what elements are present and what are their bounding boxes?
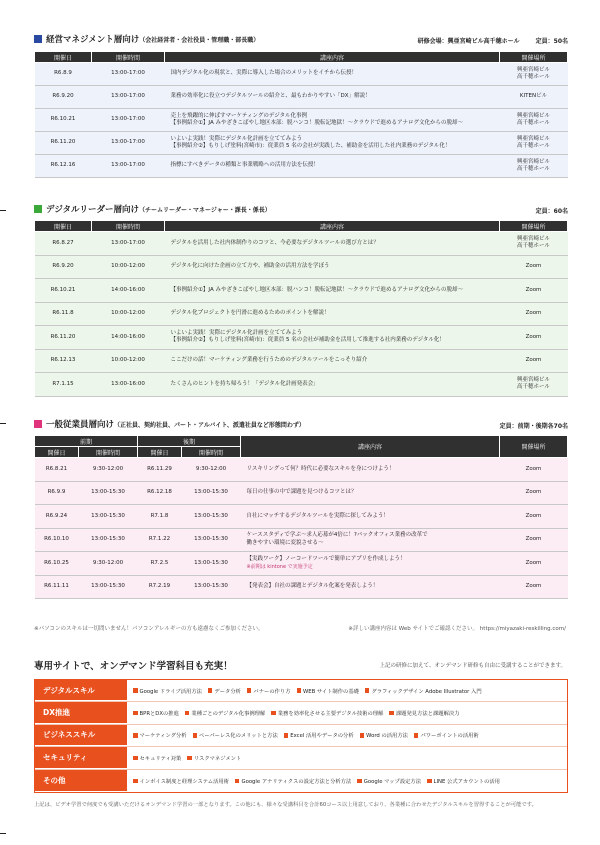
time-cell: 13:00-17:00	[92, 109, 165, 132]
date-header: 開催日	[35, 221, 92, 232]
bullet-icon	[389, 711, 394, 716]
ondemand-item	[297, 687, 359, 695]
bullet-icon	[271, 711, 276, 716]
section-title: デジタルリーダー層向け	[46, 205, 139, 215]
ondemand-item	[414, 731, 479, 739]
date-cell: R6.9.20	[35, 255, 92, 279]
date-cell: R6.10.21	[35, 279, 92, 303]
ondemand-row	[35, 680, 567, 702]
ondemand-item	[133, 709, 179, 717]
ondemand-item	[133, 687, 202, 695]
date-cell: R7.1.15	[35, 373, 92, 397]
content-note: ※前期は kintone で実施予定	[246, 563, 313, 570]
ondemand-item-text: WEB サイト制作の基礎	[303, 688, 359, 695]
date-cell: R6.9.20	[35, 86, 92, 109]
ondemand-item-text: BPRとDXの推進	[139, 711, 179, 718]
place-cell: Zoom	[500, 528, 568, 552]
section-square-marker	[34, 35, 42, 43]
table-header-row	[35, 52, 568, 63]
ondemand-item-text: LINE 公式アカウントの活用	[433, 778, 500, 785]
second-term-time-cell: 13:00-15:30	[182, 575, 241, 599]
bullet-icon	[414, 733, 419, 738]
capacity-text: 定員：50名	[535, 38, 568, 45]
content-cell	[241, 481, 500, 505]
ondemand-category-label: セキュリティ	[35, 747, 127, 768]
place-cell: Zoom	[500, 505, 568, 529]
section-square-marker	[34, 205, 42, 213]
date-header: 開催日	[35, 447, 79, 458]
venue-text: 研修会場：興亜宮崎ビル高千穂ホール	[417, 38, 520, 45]
content-cell: ここだけの話！マーケティング業務を行うためのデジタルツールをこっそり紹介	[165, 349, 500, 373]
content-cell	[241, 505, 500, 529]
pc-skill-note: ※パソコンのスキルは一切問いません！パソコンアレルギーの方も遠慮なくご参加ください。	[34, 626, 264, 632]
ondemand-item-text: セキュリティ対策	[139, 755, 182, 762]
ondemand-category-label: DX推進	[35, 702, 127, 723]
second-term-header: 後期	[138, 436, 241, 447]
ondemand-row	[35, 770, 567, 792]
time-header: 開催時間	[79, 447, 138, 458]
table-row	[35, 349, 568, 373]
date-cell: R6.11.20	[35, 132, 92, 155]
table-row	[35, 109, 568, 132]
date-cell: R6.12.16	[35, 155, 92, 178]
general-schedule-table	[34, 435, 568, 599]
time-cell: 10:00-12:00	[92, 302, 165, 326]
date-cell: R6.12.13	[35, 349, 92, 373]
ondemand-item-text: データ分析	[214, 688, 241, 695]
ondemand-title: 専用サイトで、オンデマンド学習科目も充実！	[34, 661, 233, 672]
table-row	[35, 481, 568, 505]
bullet-icon	[187, 756, 192, 761]
ondemand-items	[127, 680, 567, 701]
date-cell: R6.11.8	[35, 302, 92, 326]
ondemand-item	[271, 709, 383, 717]
ondemand-item-text: Google アナリティクスの設定方法と分析方法	[241, 778, 352, 785]
content-text: ケーススタディで学ぶ～求人応募が4倍に！?バックオフィス業務の改革で 働きやすい環境に変貌させる～	[246, 532, 428, 546]
ondemand-item	[389, 709, 459, 717]
section-title: 一般従業員層向け	[46, 420, 115, 430]
place-cell: 興亜宮崎ビル 高千穂ホール	[500, 109, 568, 132]
time-cell: 13:00-16:00	[92, 373, 165, 397]
content-text: 自社にマッチするデジタルツールを実際に探してみよう！	[246, 512, 389, 519]
content-cell: 国内デジタル化の現状と、実際に導入した場合のメリットをイチから伝授！	[165, 63, 500, 86]
ondemand-item	[427, 777, 500, 785]
ondemand-item	[208, 687, 241, 695]
capacity-text: 定員：前期・後期各70名	[499, 423, 568, 430]
time-cell: 13:00-17:00	[92, 232, 165, 256]
time-header: 開催時間	[92, 52, 165, 63]
capacity-text: 定員：60名	[535, 208, 568, 215]
time-cell: 13:00-17:00	[92, 155, 165, 178]
content-header: 講座内容	[241, 436, 500, 458]
second-term-time-cell: 13:00-15:30	[182, 481, 241, 505]
ondemand-item	[133, 731, 187, 739]
bullet-icon	[133, 688, 138, 693]
time-cell: 14:00-16:00	[92, 279, 165, 303]
ondemand-category-label: その他	[35, 770, 127, 792]
section-subtitle: （チームリーダー・マネージャー・課長・係長）	[139, 206, 271, 214]
table-row	[35, 458, 568, 482]
ondemand-item	[357, 777, 421, 785]
second-term-time-cell: 13:00-15:30	[182, 528, 241, 552]
ondemand-item-text: 課題発見方法と課題解決力	[395, 711, 460, 718]
date-header: 開催日	[35, 52, 92, 63]
place-header: 開催場所	[500, 221, 568, 232]
first-term-date-cell: R6.10.25	[35, 552, 79, 576]
table-row	[35, 326, 568, 350]
content-cell: デジタル化に向けた企画の立て方や、補助金の活用方法を学ぼう	[165, 255, 500, 279]
crop-mark	[0, 423, 6, 424]
table-row	[35, 63, 568, 86]
time-header: 開催時間	[92, 221, 165, 232]
table-row	[35, 255, 568, 279]
place-cell: Zoom	[500, 279, 568, 303]
date-cell: R6.8.27	[35, 232, 92, 256]
content-text: 【実践ワーク】ノーコードツールで簡単にアプリを作成しよう！	[246, 556, 406, 563]
ondemand-item	[247, 687, 291, 695]
ondemand-items	[127, 702, 567, 723]
section-management-header	[34, 33, 568, 45]
first-term-time-cell: 9:30-12:00	[79, 552, 138, 576]
content-cell	[241, 528, 500, 552]
ondemand-row	[35, 702, 567, 724]
place-cell: 興亜宮崎ビル 高千穂ホール	[500, 63, 568, 86]
ondemand-item-text: Google ドライブ活用方法	[139, 688, 202, 695]
content-cell	[241, 552, 500, 576]
ondemand-items	[127, 725, 567, 746]
second-term-time-cell: 9:30-12:00	[182, 458, 241, 482]
time-cell: 10:00-12:00	[92, 255, 165, 279]
first-term-date-cell: R6.8.21	[35, 458, 79, 482]
bullet-icon	[427, 779, 432, 784]
ondemand-item-text: パワーポイントの活用術	[420, 733, 479, 740]
table-row	[35, 552, 568, 576]
time-cell: 10:00-12:00	[92, 349, 165, 373]
bullet-icon	[185, 711, 190, 716]
second-term-date-cell: R7.1.8	[138, 505, 182, 529]
table-row	[35, 575, 568, 599]
place-cell: 興亜宮崎ビル 高千穂ホール	[500, 155, 568, 178]
bullet-icon	[360, 733, 365, 738]
ondemand-item-text: マーケティング分析	[139, 733, 187, 740]
place-header: 開催場所	[500, 436, 568, 458]
first-term-date-cell: R6.10.10	[35, 528, 79, 552]
first-term-date-cell: R6.11.11	[35, 575, 79, 599]
place-cell: Zoom	[500, 575, 568, 599]
bullet-icon	[365, 688, 370, 693]
ondemand-row	[35, 725, 567, 747]
content-cell: いよいよ実践！実際にデジタル化計画を立ててみよう 【事例紹介②】もりしげ塗料(宮崎市)：従業員 5 名の会社が実践した、補助金を活用した社内業務のデジタル化！	[165, 132, 500, 155]
bullet-icon	[133, 711, 138, 716]
content-text: リスキリングって何？時代に必要なスキルを身につけよう！	[246, 465, 395, 472]
ondemand-item-text: 業務を効率化させる主要デジタル技術の理解	[277, 711, 384, 718]
ondemand-category-label: デジタルスキル	[35, 680, 127, 701]
first-term-date-cell: R6.9.24	[35, 505, 79, 529]
ondemand-items	[127, 770, 567, 792]
ondemand-item	[185, 709, 265, 717]
ondemand-row	[35, 747, 567, 769]
place-cell: 興亜宮崎ビル 高千穂ホール	[500, 232, 568, 256]
place-cell: Zoom	[500, 255, 568, 279]
table-row	[35, 232, 568, 256]
ondemand-item	[193, 731, 278, 739]
time-cell: 13:00-17:00	[92, 86, 165, 109]
time-cell: 13:00-17:00	[92, 63, 165, 86]
time-cell: 13:00-17:00	[92, 132, 165, 155]
second-term-date-cell: R7.2.5	[138, 552, 182, 576]
leader-schedule-table	[34, 220, 568, 397]
second-term-date-cell: R7.2.19	[138, 575, 182, 599]
content-cell: 売上を飛躍的に伸ばすマーケティングのデジタル化事例 【事例紹介①】JA みやざきこばやし地区本部：脱ハンコ！脱転記地獄！～クラウドで進めるアナログ文化からの脱却～	[165, 109, 500, 132]
content-cell: デジタル化プロジェクトを円滑に進めるためのポイントを解説！	[165, 302, 500, 326]
management-schedule-table	[34, 51, 568, 178]
section-square-marker	[34, 420, 42, 428]
bullet-icon	[133, 756, 138, 761]
ondemand-subject-list	[34, 679, 568, 793]
ondemand-item-text: バナーの作り方	[253, 688, 291, 695]
website-note: ※詳しい講座内容は Web サイトでご確認ください。 https://miyazaki-reskilling.com/	[348, 626, 566, 632]
ondemand-item	[187, 754, 241, 762]
table-header-row	[35, 221, 568, 232]
content-cell	[241, 458, 500, 482]
content-cell	[241, 575, 500, 599]
place-cell: 興亜宮崎ビル 高千穂ホール	[500, 373, 568, 397]
section-subtitle: （正社員、契約社員、パート・アルバイト、派遣社員など形態問わず）	[114, 421, 305, 429]
table-row	[35, 505, 568, 529]
place-cell: Zoom	[500, 302, 568, 326]
table-row	[35, 279, 568, 303]
ondemand-footer-note: 上記は、ビデオ学習で何度でも受講いただけるオンデマンド学習の一部となります。この他にも、様々な受講科目を合計60コース以上用意しており、各業種に合わせたデジタルスキルを習得することが可能です。	[34, 802, 537, 808]
ondemand-item-text: リスクマネジメント	[193, 755, 242, 762]
first-term-time-cell: 13:00-15:30	[79, 481, 138, 505]
ondemand-item-text: Google マップ設定方法	[363, 778, 422, 785]
table-row	[35, 302, 568, 326]
crop-mark	[0, 210, 6, 211]
ondemand-items	[127, 747, 567, 768]
bullet-icon	[133, 733, 138, 738]
section-subtitle: （会社経営者・会社役員・管理職・部長職）	[139, 36, 260, 44]
date-cell: R6.11.20	[35, 326, 92, 350]
table-row	[35, 528, 568, 552]
table-row	[35, 373, 568, 397]
table-row	[35, 132, 568, 155]
date-header: 開催日	[138, 447, 182, 458]
content-cell: たくさんのヒントを持ち帰ろう！「デジタル化計画発表会」	[165, 373, 500, 397]
content-cell: 業務の効率化に役立つデジタルツールの紹介と、最もわかりやすい「DX」解説！	[165, 86, 500, 109]
first-term-time-cell: 13:00-15:30	[79, 505, 138, 529]
bullet-icon	[247, 688, 252, 693]
place-cell: Zoom	[500, 326, 568, 350]
second-term-date-cell: R6.12.18	[138, 481, 182, 505]
ondemand-item-text: Excel 活用やデータの分析	[290, 733, 354, 740]
place-cell: Zoom	[500, 481, 568, 505]
first-term-time-cell: 9:30-12:00	[79, 458, 138, 482]
place-header: 開催場所	[500, 52, 568, 63]
table-group-header-row	[35, 436, 568, 447]
content-text: 【発表会】自社の課題とデジタル化案を発表しよう！	[246, 583, 379, 590]
content-cell: 【事例紹介①】JA みやざきこばやし地区本部：脱ハンコ！脱転記地獄！～クラウドで進めるアナログ文化からの脱却～	[165, 279, 500, 303]
bullet-icon	[357, 779, 362, 784]
ondemand-category-label: ビジネススキル	[35, 725, 127, 746]
first-term-time-cell: 13:00-15:30	[79, 575, 138, 599]
second-term-time-cell: 13:00-15:30	[182, 552, 241, 576]
second-term-date-cell: R7.1.22	[138, 528, 182, 552]
content-cell: デジタルを活用した社内体制作りのコツと、今必要なデジタルツールの選び方とは？	[165, 232, 500, 256]
content-cell: 指標にすべきデータの種類と事業戦略への活用方法を伝授！	[165, 155, 500, 178]
second-term-date-cell: R6.11.29	[138, 458, 182, 482]
first-term-time-cell: 13:00-15:30	[79, 528, 138, 552]
second-term-time-cell: 13:00-15:30	[182, 505, 241, 529]
content-header: 講座内容	[165, 221, 500, 232]
ondemand-side-note: 上記の研修に加えて、オンデマンド研修も自由に受講することができます。	[379, 663, 566, 669]
bullet-icon	[193, 733, 198, 738]
bullet-icon	[297, 688, 302, 693]
place-cell: KITENビル	[500, 86, 568, 109]
bullet-icon	[284, 733, 289, 738]
section-title: 経営マネジメント層向け	[46, 35, 140, 45]
section-general-header	[34, 418, 568, 430]
ondemand-item-text: Word の活用方法	[366, 733, 408, 740]
date-cell: R6.8.9	[35, 63, 92, 86]
content-text: 毎日の仕事の中で課題を見つけるコツとは？	[246, 489, 357, 496]
first-term-header: 前期	[35, 436, 138, 447]
ondemand-item	[235, 777, 351, 785]
place-cell: 興亜宮崎ビル 高千穂ホール	[500, 132, 568, 155]
bullet-icon	[235, 779, 240, 784]
table-row	[35, 155, 568, 178]
ondemand-item	[133, 777, 229, 785]
place-cell: Zoom	[500, 458, 568, 482]
time-header: 開催時間	[182, 447, 241, 458]
ondemand-item-text: ペーパーレス化のメリットと方法	[199, 733, 278, 740]
content-header: 講座内容	[165, 52, 500, 63]
date-cell: R6.10.21	[35, 109, 92, 132]
content-cell: いよいよ実践！実際にデジタル化計画を立ててみよう 【事例紹介②】もりしげ塗料(宮崎市)：従業員 5 名の会社が補助金を活用して推進する社内業務のデジタル化！	[165, 326, 500, 350]
ondemand-item-text: グラフィックデザイン Adobe Illustrator 入門	[371, 688, 482, 695]
time-cell: 14:00-16:00	[92, 326, 165, 350]
place-cell: Zoom	[500, 349, 568, 373]
bullet-icon	[133, 779, 138, 784]
ondemand-item-text: インボイス制度と経理システム活用術	[139, 778, 229, 785]
ondemand-item-text: 業種ごとのデジタル化事例理解	[191, 711, 266, 718]
table-row	[35, 86, 568, 109]
bullet-icon	[208, 688, 213, 693]
ondemand-item	[360, 731, 408, 739]
first-term-date-cell: R6.9.9	[35, 481, 79, 505]
section-leader-header	[34, 203, 568, 215]
crop-mark	[0, 833, 6, 834]
ondemand-item	[284, 731, 354, 739]
place-cell: Zoom	[500, 552, 568, 576]
ondemand-item	[365, 687, 482, 695]
ondemand-item	[133, 754, 181, 762]
